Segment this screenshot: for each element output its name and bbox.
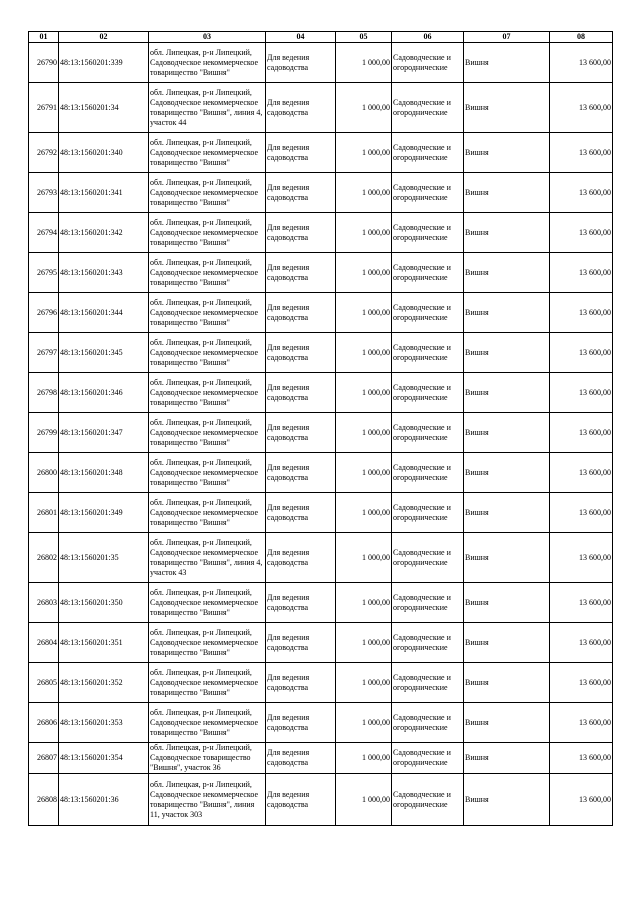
permitted-use-cell: Для ведения садоводства	[266, 133, 336, 173]
column-header-03: 03	[149, 32, 266, 43]
permitted-use-cell: Для ведения садоводства	[266, 533, 336, 583]
column-header-08: 08	[550, 32, 613, 43]
area-cell: 1 000,00	[336, 413, 392, 453]
column-header-02: 02	[59, 32, 149, 43]
cadastral-number-cell: 48:13:1560201:350	[59, 583, 149, 623]
land-category-cell: Садоводческие и огороднические	[392, 43, 464, 83]
address-cell: обл. Липецкая, р-н Липецкий, Садоводческое некоммерческое товарищество "Вишня"	[149, 253, 266, 293]
area-cell: 1 000,00	[336, 703, 392, 743]
partnership-name-cell: Вишня	[464, 663, 550, 703]
area-cell: 1 000,00	[336, 133, 392, 173]
permitted-use-cell: Для ведения садоводства	[266, 774, 336, 826]
land-category-cell: Садоводческие и огороднические	[392, 293, 464, 333]
area-cell: 1 000,00	[336, 293, 392, 333]
permitted-use-cell: Для ведения садоводства	[266, 583, 336, 623]
permitted-use-cell: Для ведения садоводства	[266, 173, 336, 213]
land-category-cell: Садоводческие и огороднические	[392, 743, 464, 774]
address-cell: обл. Липецкая, р-н Липецкий, Садоводческое некоммерческое товарищество "Вишня"	[149, 663, 266, 703]
land-category-cell: Садоводческие и огороднические	[392, 333, 464, 373]
address-cell: обл. Липецкая, р-н Липецкий, Садоводческое некоммерческое товарищество "Вишня"	[149, 493, 266, 533]
partnership-name-cell: Вишня	[464, 583, 550, 623]
cadastral-value-cell: 13 600,00	[550, 663, 613, 703]
table-row	[29, 83, 613, 133]
cadastral-value-cell: 13 600,00	[550, 623, 613, 663]
row-number-cell: 26793	[29, 173, 59, 213]
cadastral-number-cell: 48:13:1560201:34	[59, 83, 149, 133]
row-number-cell: 26799	[29, 413, 59, 453]
permitted-use-cell: Для ведения садоводства	[266, 453, 336, 493]
row-number-cell: 26792	[29, 133, 59, 173]
cadastral-number-cell: 48:13:1560201:348	[59, 453, 149, 493]
column-header-07: 07	[464, 32, 550, 43]
address-cell: обл. Липецкая, р-н Липецкий, Садоводческое товарищество "Вишня", участок 36	[149, 743, 266, 774]
cadastral-number-cell: 48:13:1560201:342	[59, 213, 149, 253]
table-row	[29, 413, 613, 453]
address-cell: обл. Липецкая, р-н Липецкий, Садоводческое некоммерческое товарищество "Вишня"	[149, 453, 266, 493]
table-row	[29, 133, 613, 173]
area-cell: 1 000,00	[336, 213, 392, 253]
permitted-use-cell: Для ведения садоводства	[266, 623, 336, 663]
address-cell: обл. Липецкая, р-н Липецкий, Садоводческое некоммерческое товарищество "Вишня"	[149, 583, 266, 623]
cadastral-number-cell: 48:13:1560201:35	[59, 533, 149, 583]
permitted-use-cell: Для ведения садоводства	[266, 703, 336, 743]
row-number-cell: 26795	[29, 253, 59, 293]
address-cell: обл. Липецкая, р-н Липецкий, Садоводческое некоммерческое товарищество "Вишня", линия 4, участок 43	[149, 533, 266, 583]
partnership-name-cell: Вишня	[464, 293, 550, 333]
land-category-cell: Садоводческие и огороднические	[392, 703, 464, 743]
land-category-cell: Садоводческие и огороднические	[392, 413, 464, 453]
cadastral-number-cell: 48:13:1560201:345	[59, 333, 149, 373]
address-cell: обл. Липецкая, р-н Липецкий, Садоводческое некоммерческое товарищество "Вишня", линия 11, участок 303	[149, 774, 266, 826]
address-cell: обл. Липецкая, р-н Липецкий, Садоводческое некоммерческое товарищество "Вишня"	[149, 703, 266, 743]
address-cell: обл. Липецкая, р-н Липецкий, Садоводческое некоммерческое товарищество "Вишня", линия 4, участок 44	[149, 83, 266, 133]
row-number-cell: 26808	[29, 774, 59, 826]
land-category-cell: Садоводческие и огороднические	[392, 83, 464, 133]
row-number-cell: 26806	[29, 703, 59, 743]
cadastral-number-cell: 48:13:1560201:341	[59, 173, 149, 213]
land-category-cell: Садоводческие и огороднические	[392, 373, 464, 413]
row-number-cell: 26807	[29, 743, 59, 774]
area-cell: 1 000,00	[336, 373, 392, 413]
table-row	[29, 293, 613, 333]
address-cell: обл. Липецкая, р-н Липецкий, Садоводческое некоммерческое товарищество "Вишня"	[149, 373, 266, 413]
cadastral-value-cell: 13 600,00	[550, 213, 613, 253]
cadastral-value-cell: 13 600,00	[550, 83, 613, 133]
address-cell: обл. Липецкая, р-н Липецкий, Садоводческое некоммерческое товарищество "Вишня"	[149, 213, 266, 253]
table-row	[29, 253, 613, 293]
permitted-use-cell: Для ведения садоводства	[266, 333, 336, 373]
row-number-cell: 26796	[29, 293, 59, 333]
area-cell: 1 000,00	[336, 173, 392, 213]
area-cell: 1 000,00	[336, 253, 392, 293]
cadastral-number-cell: 48:13:1560201:353	[59, 703, 149, 743]
column-header-06: 06	[392, 32, 464, 43]
row-number-cell: 26791	[29, 83, 59, 133]
address-cell: обл. Липецкая, р-н Липецкий, Садоводческое некоммерческое товарищество "Вишня"	[149, 173, 266, 213]
land-plots-table	[28, 31, 613, 826]
address-cell: обл. Липецкая, р-н Липецкий, Садоводческое некоммерческое товарищество "Вишня"	[149, 43, 266, 83]
header-row	[29, 32, 613, 43]
cadastral-number-cell: 48:13:1560201:344	[59, 293, 149, 333]
cadastral-number-cell: 48:13:1560201:349	[59, 493, 149, 533]
cadastral-number-cell: 48:13:1560201:339	[59, 43, 149, 83]
land-category-cell: Садоводческие и огороднические	[392, 453, 464, 493]
cadastral-number-cell: 48:13:1560201:346	[59, 373, 149, 413]
area-cell: 1 000,00	[336, 663, 392, 703]
address-cell: обл. Липецкая, р-н Липецкий, Садоводческое некоммерческое товарищество "Вишня"	[149, 413, 266, 453]
area-cell: 1 000,00	[336, 743, 392, 774]
partnership-name-cell: Вишня	[464, 623, 550, 663]
permitted-use-cell: Для ведения садоводства	[266, 83, 336, 133]
partnership-name-cell: Вишня	[464, 133, 550, 173]
cadastral-value-cell: 13 600,00	[550, 133, 613, 173]
column-header-05: 05	[336, 32, 392, 43]
row-number-cell: 26803	[29, 583, 59, 623]
row-number-cell: 26797	[29, 333, 59, 373]
partnership-name-cell: Вишня	[464, 173, 550, 213]
table-row	[29, 583, 613, 623]
cadastral-value-cell: 13 600,00	[550, 253, 613, 293]
cadastral-number-cell: 48:13:1560201:36	[59, 774, 149, 826]
permitted-use-cell: Для ведения садоводства	[266, 253, 336, 293]
table-row	[29, 623, 613, 663]
table-row	[29, 43, 613, 83]
cadastral-number-cell: 48:13:1560201:347	[59, 413, 149, 453]
table-row	[29, 774, 613, 826]
area-cell: 1 000,00	[336, 533, 392, 583]
area-cell: 1 000,00	[336, 493, 392, 533]
partnership-name-cell: Вишня	[464, 533, 550, 583]
land-category-cell: Садоводческие и огороднические	[392, 774, 464, 826]
partnership-name-cell: Вишня	[464, 703, 550, 743]
cadastral-value-cell: 13 600,00	[550, 453, 613, 493]
land-category-cell: Садоводческие и огороднические	[392, 583, 464, 623]
cadastral-number-cell: 48:13:1560201:343	[59, 253, 149, 293]
partnership-name-cell: Вишня	[464, 413, 550, 453]
permitted-use-cell: Для ведения садоводства	[266, 373, 336, 413]
partnership-name-cell: Вишня	[464, 743, 550, 774]
permitted-use-cell: Для ведения садоводства	[266, 743, 336, 774]
land-category-cell: Садоводческие и огороднические	[392, 213, 464, 253]
cadastral-value-cell: 13 600,00	[550, 43, 613, 83]
partnership-name-cell: Вишня	[464, 373, 550, 413]
partnership-name-cell: Вишня	[464, 333, 550, 373]
column-header-01: 01	[29, 32, 59, 43]
cadastral-number-cell: 48:13:1560201:340	[59, 133, 149, 173]
table-row	[29, 333, 613, 373]
partnership-name-cell: Вишня	[464, 453, 550, 493]
address-cell: обл. Липецкая, р-н Липецкий, Садоводческое некоммерческое товарищество "Вишня"	[149, 623, 266, 663]
cadastral-number-cell: 48:13:1560201:351	[59, 623, 149, 663]
cadastral-value-cell: 13 600,00	[550, 583, 613, 623]
cadastral-number-cell: 48:13:1560201:352	[59, 663, 149, 703]
cadastral-value-cell: 13 600,00	[550, 293, 613, 333]
cadastral-value-cell: 13 600,00	[550, 743, 613, 774]
table-row	[29, 373, 613, 413]
area-cell: 1 000,00	[336, 774, 392, 826]
table-row	[29, 743, 613, 774]
permitted-use-cell: Для ведения садоводства	[266, 413, 336, 453]
permitted-use-cell: Для ведения садоводства	[266, 493, 336, 533]
cadastral-value-cell: 13 600,00	[550, 533, 613, 583]
area-cell: 1 000,00	[336, 43, 392, 83]
table-row	[29, 663, 613, 703]
area-cell: 1 000,00	[336, 83, 392, 133]
land-category-cell: Садоводческие и огороднические	[392, 623, 464, 663]
cadastral-value-cell: 13 600,00	[550, 493, 613, 533]
cadastral-value-cell: 13 600,00	[550, 413, 613, 453]
partnership-name-cell: Вишня	[464, 213, 550, 253]
cadastral-value-cell: 13 600,00	[550, 333, 613, 373]
cadastral-value-cell: 13 600,00	[550, 373, 613, 413]
table-row	[29, 533, 613, 583]
partnership-name-cell: Вишня	[464, 43, 550, 83]
row-number-cell: 26802	[29, 533, 59, 583]
area-cell: 1 000,00	[336, 623, 392, 663]
address-cell: обл. Липецкая, р-н Липецкий, Садоводческое некоммерческое товарищество "Вишня"	[149, 333, 266, 373]
row-number-cell: 26790	[29, 43, 59, 83]
cadastral-number-cell: 48:13:1560201:354	[59, 743, 149, 774]
cadastral-value-cell: 13 600,00	[550, 774, 613, 826]
area-cell: 1 000,00	[336, 333, 392, 373]
row-number-cell: 26805	[29, 663, 59, 703]
address-cell: обл. Липецкая, р-н Липецкий, Садоводческое некоммерческое товарищество "Вишня"	[149, 293, 266, 333]
table-row	[29, 213, 613, 253]
table-row	[29, 703, 613, 743]
partnership-name-cell: Вишня	[464, 253, 550, 293]
partnership-name-cell: Вишня	[464, 774, 550, 826]
permitted-use-cell: Для ведения садоводства	[266, 43, 336, 83]
row-number-cell: 26804	[29, 623, 59, 663]
area-cell: 1 000,00	[336, 453, 392, 493]
area-cell: 1 000,00	[336, 583, 392, 623]
table-row	[29, 493, 613, 533]
land-category-cell: Садоводческие и огороднические	[392, 253, 464, 293]
row-number-cell: 26800	[29, 453, 59, 493]
partnership-name-cell: Вишня	[464, 493, 550, 533]
column-header-04: 04	[266, 32, 336, 43]
table-row	[29, 453, 613, 493]
land-category-cell: Садоводческие и огороднические	[392, 133, 464, 173]
row-number-cell: 26794	[29, 213, 59, 253]
land-category-cell: Садоводческие и огороднические	[392, 663, 464, 703]
permitted-use-cell: Для ведения садоводства	[266, 663, 336, 703]
land-category-cell: Садоводческие и огороднические	[392, 173, 464, 213]
table-row	[29, 173, 613, 213]
address-cell: обл. Липецкая, р-н Липецкий, Садоводческое некоммерческое товарищество "Вишня"	[149, 133, 266, 173]
row-number-cell: 26798	[29, 373, 59, 413]
land-category-cell: Садоводческие и огороднические	[392, 493, 464, 533]
partnership-name-cell: Вишня	[464, 83, 550, 133]
register-table-wrapper	[28, 31, 612, 826]
land-category-cell: Садоводческие и огороднические	[392, 533, 464, 583]
permitted-use-cell: Для ведения садоводства	[266, 213, 336, 253]
cadastral-value-cell: 13 600,00	[550, 703, 613, 743]
cadastral-value-cell: 13 600,00	[550, 173, 613, 213]
row-number-cell: 26801	[29, 493, 59, 533]
permitted-use-cell: Для ведения садоводства	[266, 293, 336, 333]
